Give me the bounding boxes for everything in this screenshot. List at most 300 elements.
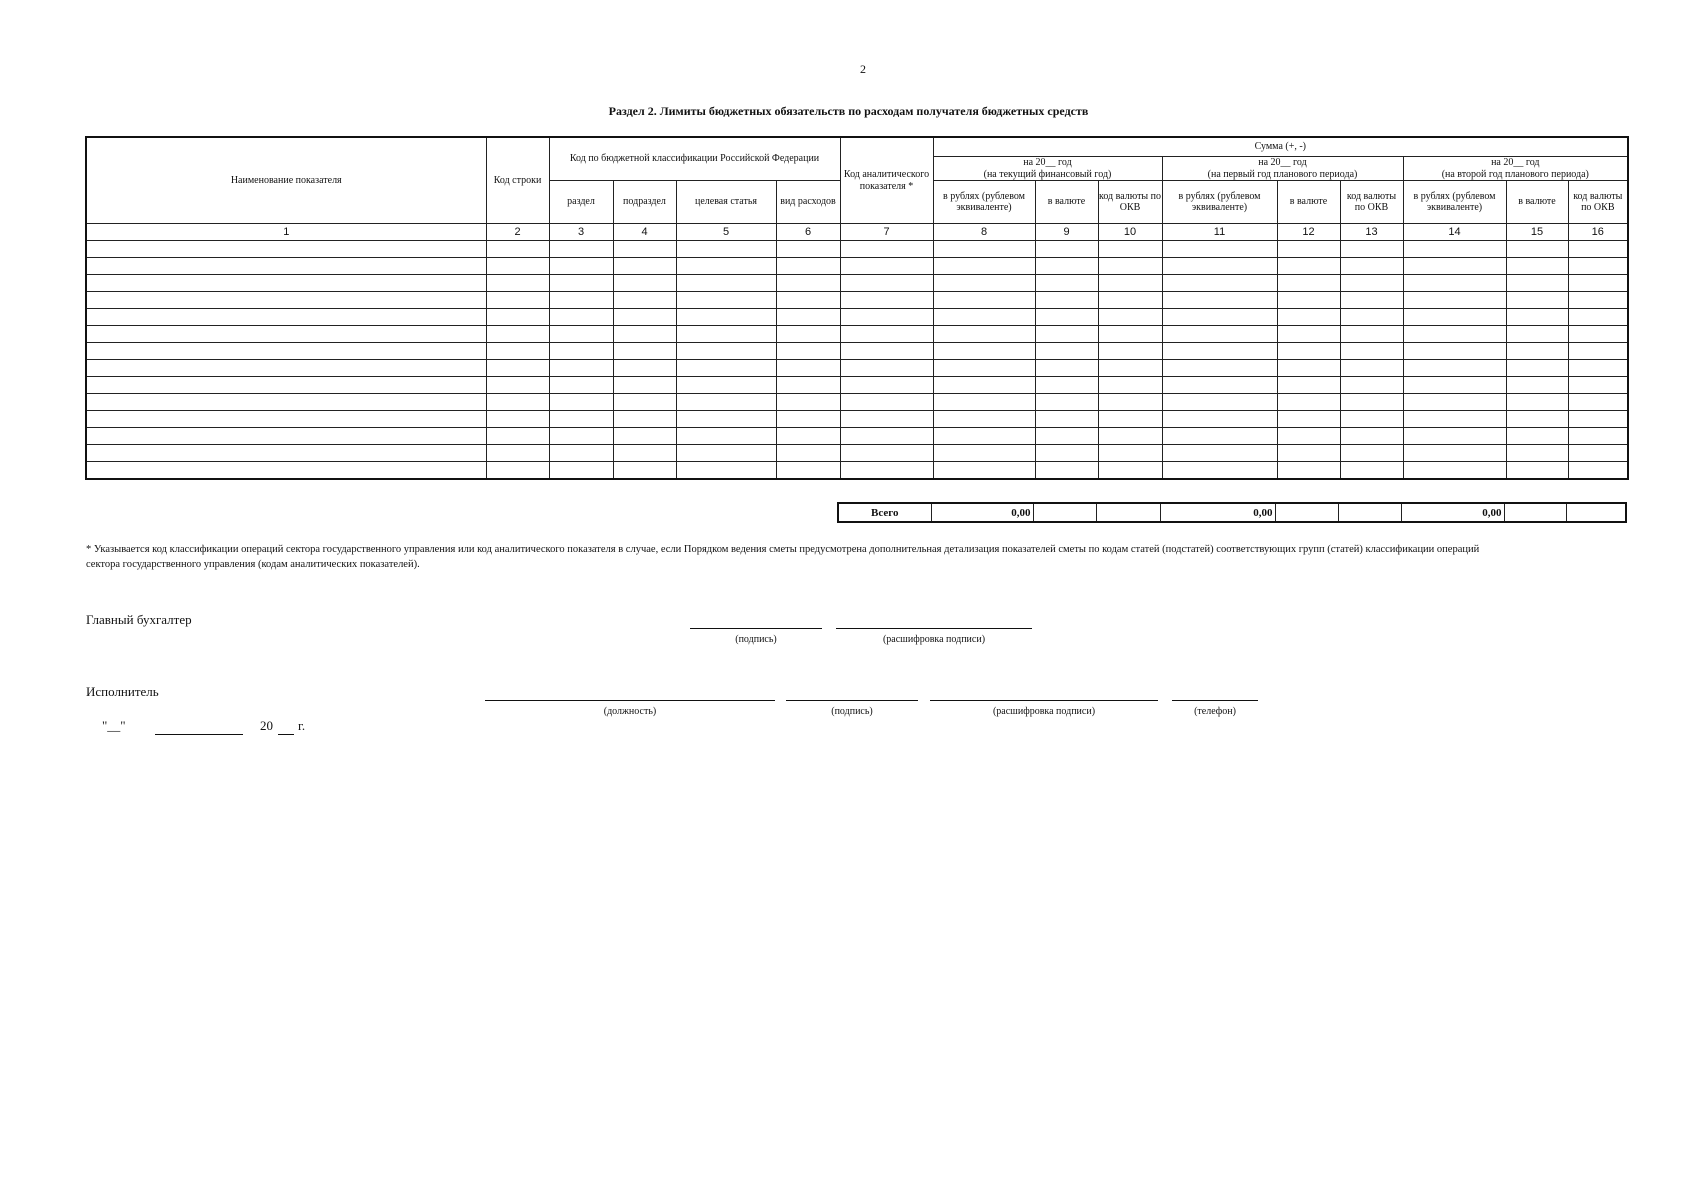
table-cell[interactable] (933, 258, 1035, 275)
table-cell[interactable] (1162, 275, 1277, 292)
table-cell[interactable] (613, 394, 676, 411)
table-cell[interactable] (1403, 275, 1506, 292)
table-row (86, 275, 1628, 292)
table-cell[interactable] (86, 377, 486, 394)
table-cell[interactable] (840, 428, 933, 445)
table-cell[interactable] (676, 428, 776, 445)
table-cell[interactable] (613, 343, 676, 360)
header-year-current (933, 157, 1162, 181)
table-cell[interactable] (1506, 258, 1568, 275)
table-cell[interactable] (1277, 462, 1340, 480)
header-sum: Сумма (+, -) (933, 137, 1628, 157)
table-cell[interactable] (1098, 360, 1162, 377)
table-cell[interactable] (549, 258, 613, 275)
table-cell[interactable] (1403, 411, 1506, 428)
table-cell[interactable] (549, 309, 613, 326)
total-current-okv[interactable] (1096, 503, 1160, 522)
table-cell[interactable] (1277, 428, 1340, 445)
table-cell[interactable] (1340, 445, 1403, 462)
table-row (86, 394, 1628, 411)
column-number: 3 (549, 224, 613, 241)
table-cell[interactable] (1162, 258, 1277, 275)
table-cell[interactable] (549, 428, 613, 445)
table-cell[interactable] (1568, 309, 1628, 326)
table-cell[interactable] (933, 292, 1035, 309)
table-cell[interactable] (1403, 241, 1506, 258)
table-cell[interactable] (1340, 309, 1403, 326)
chief-signature-caption: (подпись) (735, 634, 777, 645)
table-cell[interactable] (1035, 241, 1098, 258)
total-second-rubles[interactable]: 0,00 (1401, 503, 1504, 522)
table-cell[interactable] (933, 360, 1035, 377)
header-section: раздел (549, 181, 613, 224)
date-day[interactable]: "__" (102, 718, 126, 733)
table-cell[interactable] (549, 462, 613, 480)
table-cell[interactable] (1506, 309, 1568, 326)
date-year-suffix: г. (298, 718, 306, 733)
table-cell[interactable] (1568, 326, 1628, 343)
year-current-label: на 20__ год (1023, 157, 1072, 168)
table-row (86, 428, 1628, 445)
table-cell[interactable] (1098, 394, 1162, 411)
table-cell[interactable] (1162, 309, 1277, 326)
table-cell[interactable] (1162, 326, 1277, 343)
totals-table (837, 502, 1627, 523)
table-cell[interactable] (776, 428, 840, 445)
column-number: 7 (840, 224, 933, 241)
table-cell[interactable] (613, 309, 676, 326)
table-cell[interactable] (549, 360, 613, 377)
header-rubles-second: в рублях (рублевом эквиваленте) (1403, 181, 1506, 224)
table-row (86, 309, 1628, 326)
table-cell[interactable] (776, 275, 840, 292)
table-cell[interactable] (1035, 445, 1098, 462)
table-cell[interactable] (1340, 343, 1403, 360)
table-cell[interactable] (1506, 411, 1568, 428)
table-cell[interactable] (1506, 360, 1568, 377)
table-cell[interactable] (1506, 343, 1568, 360)
table-cell[interactable] (1277, 411, 1340, 428)
column-number: 2 (486, 224, 549, 241)
table-cell[interactable] (776, 360, 840, 377)
table-cell[interactable] (86, 428, 486, 445)
table-cell[interactable] (840, 360, 933, 377)
table-cell[interactable] (776, 326, 840, 343)
table-cell[interactable] (776, 258, 840, 275)
table-cell[interactable] (1403, 309, 1506, 326)
table-cell[interactable] (840, 394, 933, 411)
table-cell[interactable] (1098, 309, 1162, 326)
table-cell[interactable] (486, 360, 549, 377)
header-okv-current: код валюты по ОКВ (1098, 181, 1162, 224)
table-cell[interactable] (840, 309, 933, 326)
table-cell[interactable] (776, 309, 840, 326)
table-cell[interactable] (1506, 326, 1568, 343)
date-year-prefix: 20 (260, 718, 273, 733)
table-cell[interactable] (549, 326, 613, 343)
table-cell[interactable] (1162, 462, 1277, 480)
table-cell[interactable] (1277, 275, 1340, 292)
table-cell[interactable] (1098, 275, 1162, 292)
table-cell[interactable] (1568, 275, 1628, 292)
table-cell[interactable] (86, 241, 486, 258)
table-cell[interactable] (86, 445, 486, 462)
table-cell[interactable] (486, 258, 549, 275)
table-cell[interactable] (613, 377, 676, 394)
table-cell[interactable] (1277, 258, 1340, 275)
table-cell[interactable] (1506, 445, 1568, 462)
table-cell[interactable] (486, 462, 549, 480)
table-cell[interactable] (676, 360, 776, 377)
executor-position-line[interactable] (485, 700, 775, 701)
header-name: Наименование показателя (86, 137, 486, 224)
table-cell[interactable] (1340, 394, 1403, 411)
table-cell[interactable] (676, 445, 776, 462)
header-target-item: целевая статья (676, 181, 776, 224)
table-cell[interactable] (549, 292, 613, 309)
table-cell[interactable] (1035, 411, 1098, 428)
table-cell[interactable] (1340, 411, 1403, 428)
column-number: 11 (1162, 224, 1277, 241)
table-cell[interactable] (776, 377, 840, 394)
table-cell[interactable] (1568, 360, 1628, 377)
column-number: 15 (1506, 224, 1568, 241)
table-cell[interactable] (613, 292, 676, 309)
table-cell[interactable] (1162, 428, 1277, 445)
table-cell[interactable] (86, 309, 486, 326)
chief-decoding-line[interactable] (836, 628, 1032, 629)
table-cell[interactable] (1340, 428, 1403, 445)
table-cell[interactable] (86, 292, 486, 309)
header-okv-first: код валюты по ОКВ (1340, 181, 1403, 224)
table-cell[interactable] (1340, 360, 1403, 377)
header-budget-class: Код по бюджетной классификации Российской Федерации (549, 137, 840, 181)
total-first-rubles[interactable]: 0,00 (1160, 503, 1275, 522)
table-cell[interactable] (1277, 292, 1340, 309)
table-cell[interactable] (86, 258, 486, 275)
table-cell[interactable] (549, 275, 613, 292)
header-row-code: Код строки (486, 137, 549, 224)
table-cell[interactable] (1506, 394, 1568, 411)
table-cell[interactable] (549, 394, 613, 411)
table-cell[interactable] (933, 241, 1035, 258)
table-cell[interactable] (1098, 292, 1162, 309)
column-number: 14 (1403, 224, 1506, 241)
table-cell[interactable] (1403, 360, 1506, 377)
table-cell[interactable] (1403, 292, 1506, 309)
date-month-line[interactable] (155, 734, 243, 735)
table-cell[interactable] (1340, 377, 1403, 394)
chief-signature-line[interactable] (690, 628, 822, 629)
table-cell[interactable] (776, 445, 840, 462)
table-cell[interactable] (549, 241, 613, 258)
table-row (86, 241, 1628, 258)
table-cell[interactable] (486, 292, 549, 309)
table-cell[interactable] (1403, 428, 1506, 445)
table-cell[interactable] (933, 445, 1035, 462)
table-cell[interactable] (486, 309, 549, 326)
table-cell[interactable] (1098, 343, 1162, 360)
header-currency-current: в валюте (1035, 181, 1098, 224)
table-cell[interactable] (1277, 343, 1340, 360)
table-cell[interactable] (1340, 275, 1403, 292)
table-cell[interactable] (486, 377, 549, 394)
table-cell[interactable] (486, 445, 549, 462)
table-cell[interactable] (1162, 394, 1277, 411)
executor-phone-caption: (телефон) (1194, 706, 1236, 717)
table-cell[interactable] (1035, 326, 1098, 343)
table-cell[interactable] (676, 258, 776, 275)
header-currency-first: в валюте (1277, 181, 1340, 224)
column-number: 6 (776, 224, 840, 241)
table-cell[interactable] (776, 394, 840, 411)
table-cell[interactable] (1035, 275, 1098, 292)
table-cell[interactable] (1403, 377, 1506, 394)
total-second-okv[interactable] (1566, 503, 1626, 522)
column-number: 8 (933, 224, 1035, 241)
table-cell[interactable] (1403, 343, 1506, 360)
table-cell[interactable] (1035, 360, 1098, 377)
table-cell[interactable] (933, 394, 1035, 411)
table-cell[interactable] (613, 462, 676, 480)
table-cell[interactable] (676, 462, 776, 480)
date-year-line[interactable] (278, 734, 294, 735)
table-cell[interactable] (1277, 309, 1340, 326)
table-cell[interactable] (1035, 292, 1098, 309)
table-cell[interactable] (676, 241, 776, 258)
executor-signature-line[interactable] (786, 700, 918, 701)
table-cell[interactable] (86, 462, 486, 480)
table-row (86, 292, 1628, 309)
table-cell[interactable] (776, 411, 840, 428)
header-analytic-code: Код аналитического показателя * (840, 137, 933, 224)
table-cell[interactable] (1277, 377, 1340, 394)
column-number: 10 (1098, 224, 1162, 241)
table-cell[interactable] (1035, 394, 1098, 411)
table-cell[interactable] (840, 377, 933, 394)
year-first-label: на 20__ год (1258, 157, 1307, 168)
table-cell[interactable] (486, 411, 549, 428)
column-number: 4 (613, 224, 676, 241)
table-cell[interactable] (1506, 428, 1568, 445)
table-cell[interactable] (549, 445, 613, 462)
column-number: 12 (1277, 224, 1340, 241)
table-row (86, 258, 1628, 275)
table-cell[interactable] (776, 292, 840, 309)
limits-table (85, 136, 1629, 480)
table-cell[interactable] (1035, 428, 1098, 445)
table-cell[interactable] (86, 275, 486, 292)
table-cell[interactable] (1568, 462, 1628, 480)
table-cell[interactable] (1277, 360, 1340, 377)
table-cell[interactable] (1277, 394, 1340, 411)
table-cell[interactable] (776, 462, 840, 480)
table-cell[interactable] (86, 343, 486, 360)
table-cell[interactable] (613, 411, 676, 428)
table-cell[interactable] (1403, 445, 1506, 462)
table-cell[interactable] (933, 377, 1035, 394)
table-cell[interactable] (1277, 445, 1340, 462)
header-currency-second: в валюте (1506, 181, 1568, 224)
executor-decoding-caption: (расшифровка подписи) (992, 706, 1096, 717)
year-current-sub: (на текущий финансовый год) (983, 168, 1112, 180)
table-cell[interactable] (933, 428, 1035, 445)
header-year-second (1403, 157, 1628, 181)
table-cell[interactable] (1162, 343, 1277, 360)
table-cell[interactable] (1568, 411, 1628, 428)
table-cell[interactable] (1162, 360, 1277, 377)
table-cell[interactable] (776, 343, 840, 360)
table-cell[interactable] (840, 343, 933, 360)
table-cell[interactable] (1035, 462, 1098, 480)
table-cell[interactable] (1098, 411, 1162, 428)
table-cell[interactable] (1162, 241, 1277, 258)
table-row (86, 377, 1628, 394)
table-cell[interactable] (1506, 241, 1568, 258)
table-cell[interactable] (933, 326, 1035, 343)
table-cell[interactable] (933, 275, 1035, 292)
executor-phone-line[interactable] (1172, 700, 1258, 701)
table-cell[interactable] (1506, 377, 1568, 394)
table-cell[interactable] (1403, 394, 1506, 411)
total-label: Всего (838, 503, 931, 522)
table-cell[interactable] (1568, 258, 1628, 275)
table-cell[interactable] (840, 326, 933, 343)
table-cell[interactable] (1277, 241, 1340, 258)
total-first-currency[interactable] (1275, 503, 1338, 522)
table-cell[interactable] (676, 394, 776, 411)
table-cell[interactable] (613, 275, 676, 292)
table-cell[interactable] (1277, 326, 1340, 343)
header-subsection: подраздел (613, 181, 676, 224)
table-cell[interactable] (1340, 258, 1403, 275)
table-cell[interactable] (676, 326, 776, 343)
table-cell[interactable] (613, 241, 676, 258)
table-cell[interactable] (86, 394, 486, 411)
total-second-currency[interactable] (1504, 503, 1566, 522)
year-second-sub: (на второй год планового периода) (1441, 168, 1589, 180)
table-cell[interactable] (1340, 462, 1403, 480)
limits-body (86, 241, 1628, 480)
table-cell[interactable] (1098, 428, 1162, 445)
table-cell[interactable] (840, 462, 933, 480)
table-cell[interactable] (1098, 377, 1162, 394)
table-cell[interactable] (549, 377, 613, 394)
table-cell[interactable] (1568, 428, 1628, 445)
table-cell[interactable] (676, 377, 776, 394)
table-cell[interactable] (1098, 241, 1162, 258)
table-cell[interactable] (86, 360, 486, 377)
table-cell[interactable] (1403, 258, 1506, 275)
totals-row (838, 503, 1626, 522)
table-cell[interactable] (486, 343, 549, 360)
table-cell[interactable] (1568, 241, 1628, 258)
table-cell[interactable] (1035, 377, 1098, 394)
table-cell[interactable] (1568, 292, 1628, 309)
table-cell[interactable] (1098, 462, 1162, 480)
column-number: 13 (1340, 224, 1403, 241)
table-row (86, 326, 1628, 343)
table-cell[interactable] (486, 428, 549, 445)
table-cell[interactable] (613, 326, 676, 343)
table-cell[interactable] (1568, 377, 1628, 394)
table-cell[interactable] (933, 343, 1035, 360)
table-cell[interactable] (613, 445, 676, 462)
table-cell[interactable] (1162, 411, 1277, 428)
table-cell[interactable] (676, 343, 776, 360)
table-cell[interactable] (1340, 292, 1403, 309)
table-cell[interactable] (1162, 377, 1277, 394)
table-cell[interactable] (676, 411, 776, 428)
column-number: 5 (676, 224, 776, 241)
table-cell[interactable] (613, 360, 676, 377)
table-cell[interactable] (840, 241, 933, 258)
table-cell[interactable] (1035, 309, 1098, 326)
table-cell[interactable] (486, 241, 549, 258)
table-cell[interactable] (1340, 241, 1403, 258)
table-cell[interactable] (1506, 462, 1568, 480)
table-cell[interactable] (549, 411, 613, 428)
table-cell[interactable] (676, 292, 776, 309)
total-current-rubles[interactable]: 0,00 (931, 503, 1033, 522)
table-cell[interactable] (840, 258, 933, 275)
table-cell[interactable] (549, 343, 613, 360)
table-cell[interactable] (86, 326, 486, 343)
table-cell[interactable] (1403, 462, 1506, 480)
table-cell[interactable] (840, 292, 933, 309)
year-second-label: на 20__ год (1491, 157, 1540, 168)
table-cell[interactable] (840, 275, 933, 292)
executor-decoding-line[interactable] (930, 700, 1158, 701)
table-cell[interactable] (676, 309, 776, 326)
table-cell[interactable] (1568, 445, 1628, 462)
table-cell[interactable] (776, 241, 840, 258)
chief-decoding-caption: (расшифровка подписи) (882, 634, 986, 645)
table-cell[interactable] (1162, 292, 1277, 309)
executor-position-caption: (должность) (603, 706, 657, 717)
table-row (86, 411, 1628, 428)
table-cell[interactable] (1340, 326, 1403, 343)
table-cell[interactable] (1098, 258, 1162, 275)
table-cell[interactable] (86, 411, 486, 428)
table-cell[interactable] (1403, 326, 1506, 343)
table-cell[interactable] (1162, 445, 1277, 462)
table-cell[interactable] (1506, 275, 1568, 292)
table-cell[interactable] (613, 428, 676, 445)
table-cell[interactable] (1035, 343, 1098, 360)
table-cell[interactable] (840, 445, 933, 462)
table-cell[interactable] (1035, 258, 1098, 275)
table-cell[interactable] (840, 411, 933, 428)
chief-accountant-label: Главный бухгалтер (86, 612, 192, 627)
table-cell[interactable] (613, 258, 676, 275)
table-cell[interactable] (676, 275, 776, 292)
table-cell[interactable] (1098, 445, 1162, 462)
table-cell[interactable] (933, 462, 1035, 480)
table-cell[interactable] (933, 411, 1035, 428)
table-cell[interactable] (1098, 326, 1162, 343)
table-cell[interactable] (486, 394, 549, 411)
table-cell[interactable] (933, 309, 1035, 326)
total-first-okv[interactable] (1338, 503, 1401, 522)
total-current-currency[interactable] (1033, 503, 1096, 522)
table-cell[interactable] (1506, 292, 1568, 309)
table-cell[interactable] (486, 326, 549, 343)
column-number: 16 (1568, 224, 1628, 241)
table-cell[interactable] (1568, 394, 1628, 411)
table-cell[interactable] (486, 275, 549, 292)
table-cell[interactable] (1568, 343, 1628, 360)
